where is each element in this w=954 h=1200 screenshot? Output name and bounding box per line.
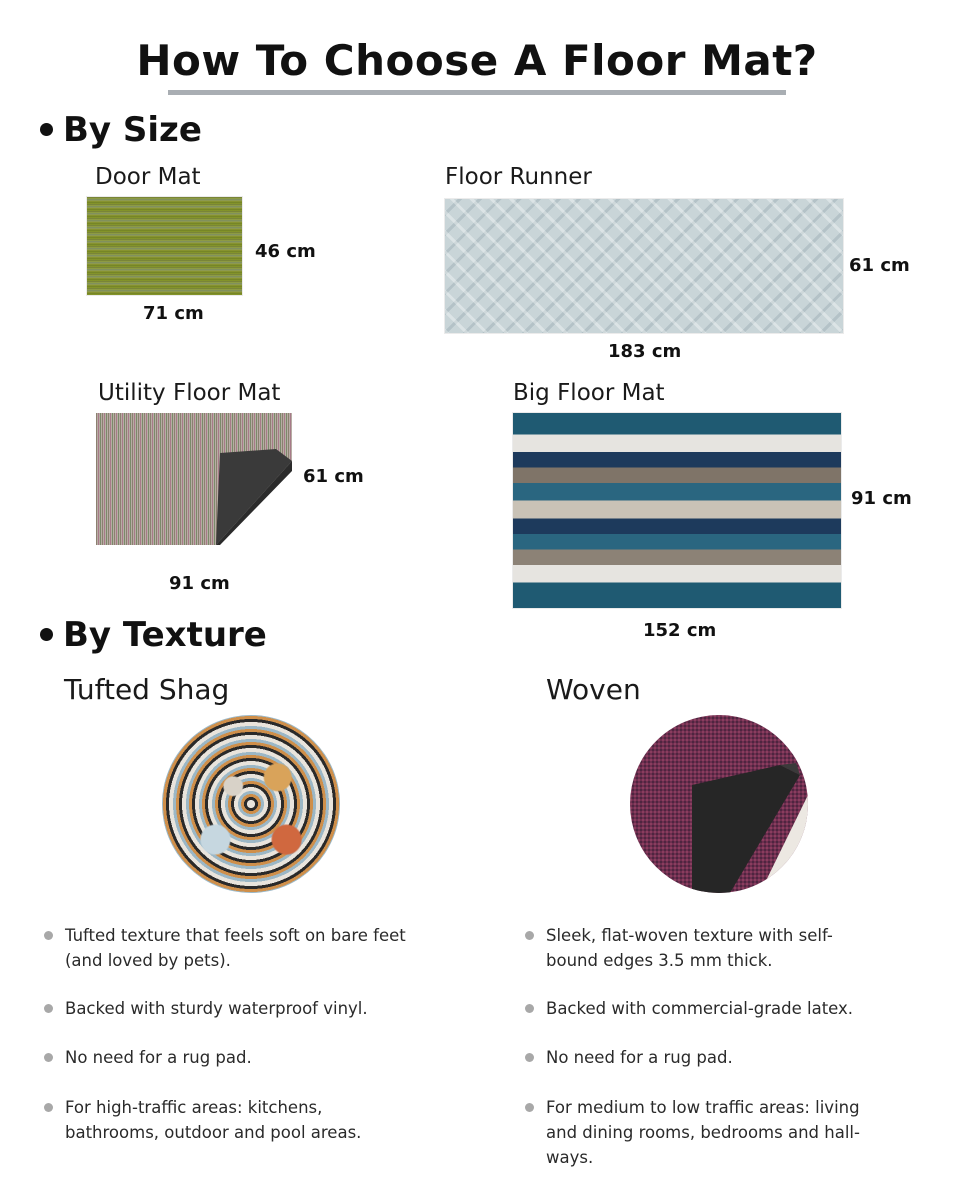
- door-mat-label: Door Mat: [95, 164, 201, 190]
- floor-runner-width: 183 cm: [608, 341, 682, 362]
- list-item: Tufted texture that feels soft on bare feet (and loved by pets).: [65, 923, 425, 973]
- woven-title: Woven: [546, 673, 641, 706]
- title-underline: [168, 90, 786, 95]
- big-mat-label: Big Floor Mat: [513, 380, 665, 406]
- page-title: How To Choose A Floor Mat?: [136, 36, 818, 85]
- bullet-icon: [44, 1103, 53, 1112]
- list-item: Backed with commercial-grade latex.: [546, 996, 926, 1021]
- bullet-dot: [40, 123, 53, 136]
- bullet-icon: [525, 1103, 534, 1112]
- bullet-icon: [44, 931, 53, 940]
- utility-mat-width: 91 cm: [169, 573, 230, 594]
- bullet-icon: [525, 931, 534, 940]
- door-mat-height: 46 cm: [255, 241, 316, 262]
- tufted-shag-title: Tufted Shag: [64, 673, 230, 706]
- utility-mat-height: 61 cm: [303, 466, 364, 487]
- woven-graphic: [630, 715, 808, 893]
- floor-runner-image: [445, 199, 843, 333]
- floor-runner-label: Floor Runner: [445, 164, 592, 190]
- bullet-dot: [40, 628, 53, 641]
- section-by-size-label: By Size: [63, 110, 202, 150]
- big-mat-image: [513, 413, 841, 608]
- bullet-icon: [44, 1004, 53, 1013]
- utility-mat-image: [96, 413, 292, 545]
- tufted-shag-image: [162, 715, 340, 893]
- door-mat-width: 71 cm: [143, 303, 204, 324]
- woven-image: [630, 715, 808, 893]
- big-mat-width: 152 cm: [643, 620, 717, 641]
- section-by-texture-label: By Texture: [63, 615, 267, 655]
- floor-runner-height: 61 cm: [849, 255, 910, 276]
- bullet-icon: [44, 1053, 53, 1062]
- list-item: No need for a rug pad.: [65, 1045, 425, 1070]
- list-item: Sleek, flat-woven texture with self-bound edges 3.5 mm thick.: [546, 923, 846, 973]
- bullet-icon: [525, 1004, 534, 1013]
- list-item: For medium to low traffic areas: living and dining rooms, bedrooms and hall-ways.: [546, 1095, 891, 1170]
- utility-mat-graphic: [96, 413, 292, 545]
- list-item: Backed with sturdy waterproof vinyl.: [65, 996, 425, 1021]
- utility-mat-label: Utility Floor Mat: [98, 380, 281, 406]
- section-by-texture: [40, 615, 267, 655]
- big-mat-height: 91 cm: [851, 488, 912, 509]
- section-by-size: [40, 110, 202, 150]
- list-item: No need for a rug pad.: [546, 1045, 906, 1070]
- door-mat-image: [87, 197, 242, 295]
- bullet-icon: [525, 1053, 534, 1062]
- list-item: For high-traffic areas: kitchens, bathrooms, outdoor and pool areas.: [65, 1095, 395, 1145]
